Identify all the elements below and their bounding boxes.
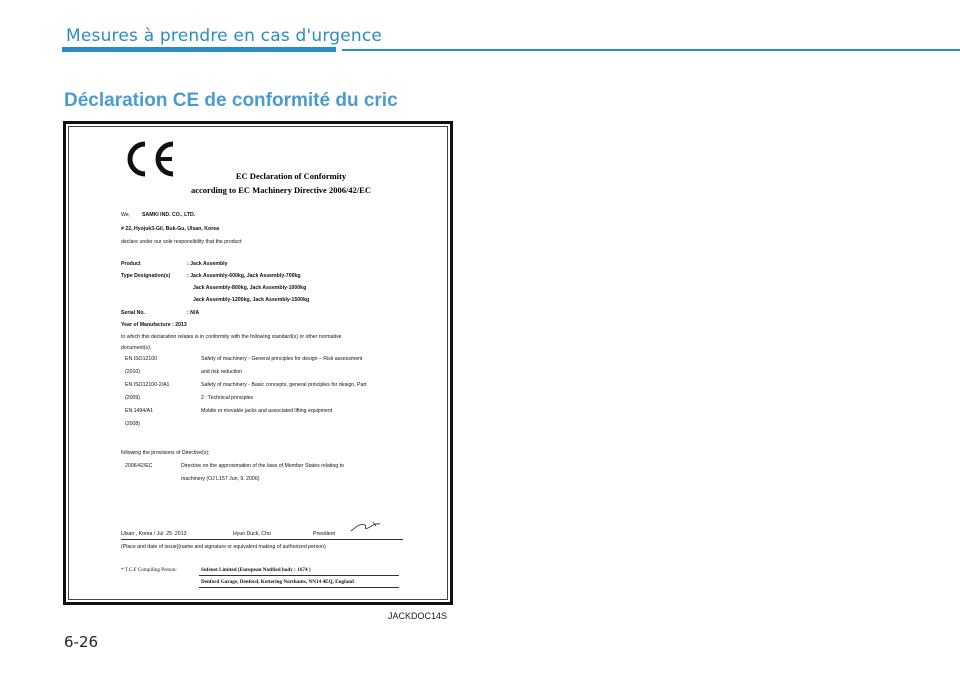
standard-desc: Safety of machinery - General principles for design – Risk assessment [201, 356, 363, 362]
type-label: Type Designation(s) [121, 273, 171, 279]
standard-code: EN ISO12100 [125, 356, 158, 362]
product-label: Product [121, 261, 141, 267]
company-name: SAMKI IND. CO., LTD. [142, 212, 196, 218]
declaration-document-image [63, 121, 453, 605]
standard-code: EN ISO12100-2/A1 [125, 382, 170, 388]
declare-line: declare under our sole responsibility that the product [121, 239, 242, 245]
company-address: # 22, Hyojuk3-Gil, Buk-Gu, Ulsan, Korea [121, 226, 220, 232]
standard-code: (2009) [125, 395, 140, 401]
product-value: : Jack Assembly [187, 261, 228, 267]
type-line: Jack Assembly-1200kg, Jack Assembly-1500kg [193, 297, 310, 303]
standard-code: (2008) [125, 421, 140, 427]
directive-code: 2006/42/EC [125, 463, 153, 469]
standard-desc: and risk reduction [201, 369, 242, 375]
signature-rule [121, 539, 403, 540]
doc-subtitle: according to EC Machinery Directive 2006/42/EC [191, 185, 371, 195]
standard-code: EN 1494/A1 [125, 408, 153, 414]
directive-desc: machinery (OJ L157 Jun, 9. 2006) [181, 476, 260, 482]
standard-desc: 2 : Technical principles [201, 395, 254, 401]
signatory-name: Hyun Duck, Cho [233, 531, 271, 537]
serial-value: : N/A [187, 310, 200, 316]
tcf-label: * T.C.F Compiling Person: [121, 567, 177, 573]
directive-desc: Directive on the approximation of the laws of Member States relating to [181, 463, 344, 469]
tcf-rule [199, 575, 399, 576]
standard-desc: Mobile or movable jacks and associated lifting equipment [201, 408, 333, 414]
header-accent-bar [62, 47, 336, 52]
signature-caption: (Place and date of issue)(name and signature or equivalent making of authorized person) [121, 544, 326, 550]
signature-place-date: Ulsan , Korea / Jul .25 .2013 [121, 531, 187, 537]
we-label: We, [121, 212, 131, 218]
header-title: Mesures à prendre en cas d'urgence [66, 26, 383, 46]
page-number: 6-26 [64, 633, 99, 651]
signatory-title: President [313, 531, 335, 537]
provisions-line: following the provisions of Directive(s); [121, 450, 210, 456]
standard-code: (2010) [125, 369, 140, 375]
serial-label: Serial No. [121, 310, 145, 316]
tcf-rule [199, 587, 399, 588]
type-line: Jack Assembly-800kg, Jack Assembly-1000kg [193, 285, 307, 291]
doc-title: EC Declaration of Conformity [235, 171, 347, 181]
conformity-line: document(s); [121, 345, 152, 351]
header-rule [342, 49, 960, 51]
figure-caption: JACKDOC14S [388, 611, 448, 621]
document-inner-border [68, 126, 448, 600]
type-line: : Jack Assembly-600kg, Jack Assembly-700kg [187, 273, 301, 279]
year-of-manufacture: Year of Manufacture : 2013 [121, 322, 187, 328]
section-title: Déclaration CE de conformité du cric [64, 90, 398, 111]
tcf-address: Denford Garage, Denford, Kettering Northants, NN14 4EQ, England [201, 579, 354, 585]
tcf-notified-body: Sufenet Limited (European Notified body : 1674 ) [201, 567, 311, 573]
conformity-line: to which this declaration relates is in conformity with the following standard(s) or other normative [121, 334, 342, 340]
standard-desc: Safety of machinery - Basic concepts, general principles for design, Part [201, 382, 367, 388]
handwritten-signature-icon [349, 520, 383, 534]
